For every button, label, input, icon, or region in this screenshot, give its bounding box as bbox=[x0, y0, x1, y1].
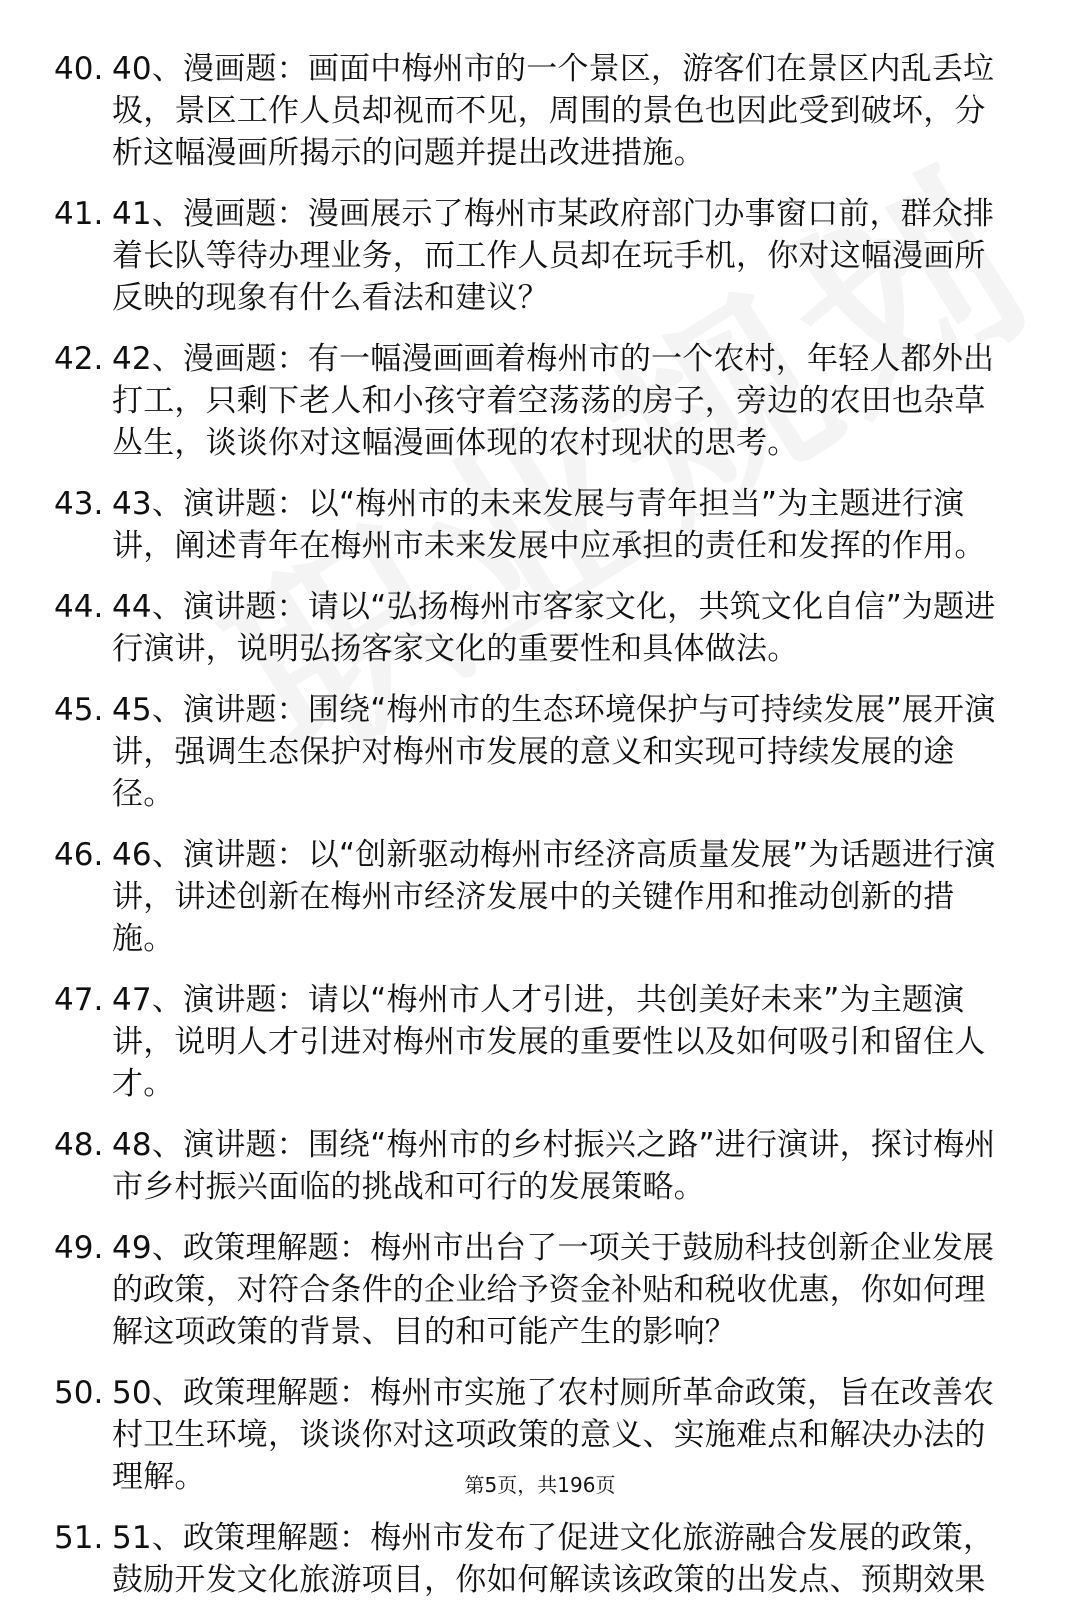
item-text: 46、演讲题：以“创新驱动梅州市经济高质量发展”为话题进行演讲，讲述创新在梅州市经济发展中的关键作用和推动创新的措施。 bbox=[112, 837, 996, 957]
item-text: 40、漫画题：画面中梅州市的一个景区，游客们在景区内乱丢垃圾，景区工作人员却视而不见，周围的景色也因此受到破坏，分析这幅漫画所揭示的问题并提出改进措施。 bbox=[112, 51, 995, 171]
item-number: 48. bbox=[54, 1127, 104, 1163]
item-number: 51. bbox=[54, 1520, 104, 1556]
list-item bbox=[0, 338, 1080, 464]
item-number: 49. bbox=[54, 1230, 104, 1266]
item-number: 42. bbox=[54, 341, 104, 377]
list-item bbox=[0, 834, 1080, 960]
list-item bbox=[0, 48, 1080, 174]
item-text: 43、演讲题：以“梅州市的未来发展与青年担当”为主题进行演讲，阐述青年在梅州市未来发展中应承担的责任和发挥的作用。 bbox=[112, 486, 986, 564]
item-text: 50、政策理解题：梅州市实施了农村厕所革命政策，旨在改善农村卫生环境，谈谈你对这项政策的意义、实施难点和解决办法的理解。 bbox=[112, 1375, 995, 1495]
question-list bbox=[0, 48, 1080, 1620]
item-text: 48、演讲题：围绕“梅州市的乡村振兴之路”进行演讲，探讨梅州市乡村振兴面临的挑战和可行的发展策略。 bbox=[112, 1127, 996, 1205]
item-text: 45、演讲题：围绕“梅州市的生态环境保护与可持续发展”展开演讲，强调生态保护对梅州市发展的意义和实现可持续发展的途径。 bbox=[112, 692, 996, 812]
item-text: 41、漫画题：漫画展示了梅州市某政府部门办事窗口前，群众排着长队等待办理业务，而工作人员却在玩手机，你对这幅漫画所反映的现象有什么看法和建议？ bbox=[112, 196, 995, 316]
item-number: 45. bbox=[54, 692, 104, 728]
item-number: 50. bbox=[54, 1375, 104, 1411]
list-item bbox=[0, 1124, 1080, 1208]
list-item bbox=[0, 1517, 1080, 1601]
item-number: 46. bbox=[54, 837, 104, 873]
item-number: 40. bbox=[54, 51, 104, 87]
list-item bbox=[0, 586, 1080, 670]
item-number: 41. bbox=[54, 196, 104, 232]
list-item bbox=[0, 979, 1080, 1105]
list-item bbox=[0, 689, 1080, 815]
item-number: 44. bbox=[54, 589, 104, 625]
page-footer: 第5页，共196页 bbox=[464, 1473, 616, 1497]
list-item bbox=[0, 1227, 1080, 1353]
item-text: 49、政策理解题：梅州市出台了一项关于鼓励科技创新企业发展的政策，对符合条件的企业给予资金补贴和税收优惠，你如何理解这项政策的背景、目的和可能产生的影响？ bbox=[112, 1230, 995, 1350]
list-item bbox=[0, 483, 1080, 567]
item-number: 47. bbox=[54, 982, 104, 1018]
item-number: 43. bbox=[54, 486, 104, 522]
list-item bbox=[0, 193, 1080, 319]
item-text: 42、漫画题：有一幅漫画画着梅州市的一个农村，年轻人都外出打工，只剩下老人和小孩守着空荡荡的房子，旁边的农田也杂草丛生，谈谈你对这幅漫画体现的农村现状的思考。 bbox=[112, 341, 995, 461]
item-text: 44、演讲题：请以“弘扬梅州市客家文化，共筑文化自信”为题进行演讲，说明弘扬客家文化的重要性和具体做法。 bbox=[112, 589, 996, 667]
item-text: 51、政策理解题：梅州市发布了促进文化旅游融合发展的政策，鼓励开发文化旅游项目，你如何解读该政策的出发点、预期效果 bbox=[112, 1520, 995, 1598]
item-text: 47、演讲题：请以“梅州市人才引进，共创美好未来”为主题演讲，说明人才引进对梅州市发展的重要性以及如何吸引和留住人才。 bbox=[112, 982, 986, 1102]
